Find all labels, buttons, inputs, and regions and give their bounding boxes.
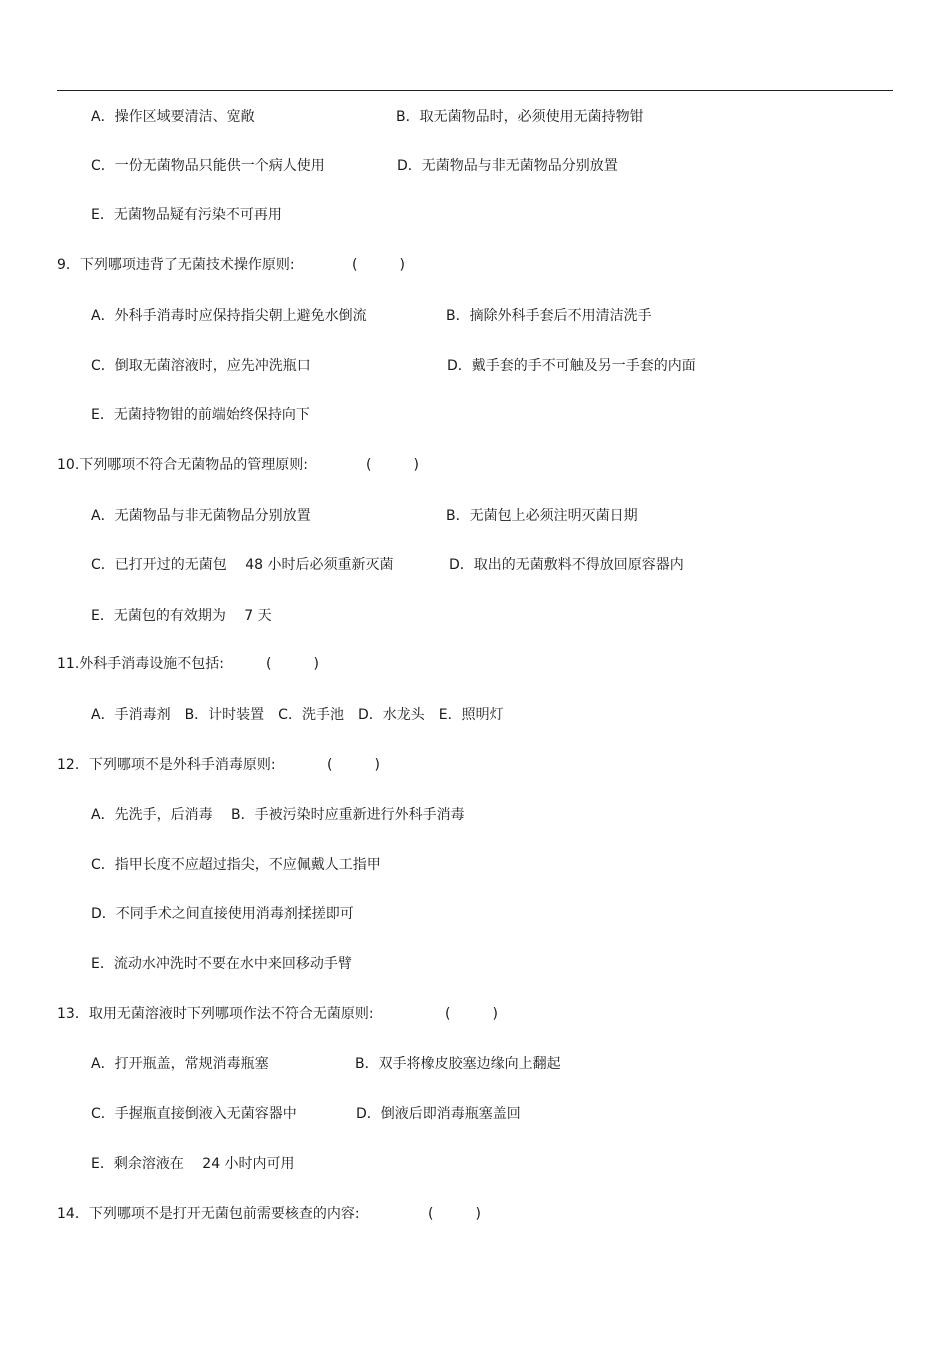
q12-option-ab: A．先洗手，后消毒 B．手被污染时应重新进行外科手消毒 — [91, 807, 465, 823]
q10-option-a: A．无菌物品与非无菌物品分别放置 — [91, 508, 311, 524]
q12-option-c: C．指甲长度不应超过指尖，不应佩戴人工指甲 — [91, 857, 381, 873]
q9-option-d: D．戴手套的手不可触及另一手套的内面 — [447, 358, 696, 374]
q8-option-e: E．无菌物品疑有污染不可再用 — [91, 207, 282, 223]
q10-option-d: D．取出的无菌敷料不得放回原容器内 — [449, 557, 684, 573]
q13-option-d: D．倒液后即消毒瓶塞盖回 — [356, 1106, 521, 1122]
q8-option-d: D．无菌物品与非无菌物品分别放置 — [397, 158, 618, 174]
q13-option-e: E．剩余溶液在 24 小时内可用 — [91, 1156, 295, 1172]
q11-options: A．手消毒剂 B．计时装置 C．洗手池 D．水龙头 E．照明灯 — [91, 707, 504, 723]
header-rule — [57, 90, 893, 91]
q11-answer-blank: ( ) — [266, 656, 319, 672]
q14-answer-blank: ( ) — [428, 1206, 481, 1222]
q8-option-a: A．操作区域要清洁、宽敞 — [91, 109, 255, 125]
q9-option-c: C．倒取无菌溶液时，应先冲洗瓶口 — [91, 358, 311, 374]
q13-option-c: C．手握瓶直接倒液入无菌容器中 — [91, 1106, 297, 1122]
q10-option-b: B．无菌包上必须注明灭菌日期 — [446, 508, 638, 524]
q12-option-d: D．不同手术之间直接使用消毒剂揉搓即可 — [91, 906, 354, 922]
q8-option-c: C．一份无菌物品只能供一个病人使用 — [91, 158, 325, 174]
q10-option-c: C．已打开过的无菌包 48 小时后必须重新灭菌 — [91, 557, 394, 573]
q13-stem: 13．取用无菌溶液时下列哪项作法不符合无菌原则: — [57, 1006, 374, 1022]
q10-option-e: E．无菌包的有效期为 7 天 — [91, 608, 272, 624]
q10-answer-blank: ( ) — [366, 457, 419, 473]
q14-stem: 14．下列哪项不是打开无菌包前需要核查的内容: — [57, 1206, 360, 1222]
q9-answer-blank: ( ) — [352, 257, 405, 273]
q13-answer-blank: ( ) — [445, 1006, 498, 1022]
q9-option-e: E．无菌持物钳的前端始终保持向下 — [91, 407, 310, 423]
q10-stem: 10.下列哪项不符合无菌物品的管理原则: — [57, 457, 308, 473]
q12-option-e: E．流动水冲洗时不要在水中来回移动手臂 — [91, 956, 352, 972]
q13-option-a: A．打开瓶盖，常规消毒瓶塞 — [91, 1056, 269, 1072]
q12-stem: 12．下列哪项不是外科手消毒原则: — [57, 757, 276, 773]
q12-answer-blank: ( ) — [327, 757, 380, 773]
q8-option-b: B．取无菌物品时，必须使用无菌持物钳 — [396, 109, 644, 125]
q9-stem: 9．下列哪项违背了无菌技术操作原则: — [57, 257, 295, 273]
q11-stem: 11.外科手消毒设施不包括: — [57, 656, 224, 672]
q13-option-b: B．双手将橡皮胶塞边缘向上翻起 — [355, 1056, 561, 1072]
q9-option-b: B．摘除外科手套后不用清洁洗手 — [446, 308, 652, 324]
q9-option-a: A．外科手消毒时应保持指尖朝上避免水倒流 — [91, 308, 367, 324]
